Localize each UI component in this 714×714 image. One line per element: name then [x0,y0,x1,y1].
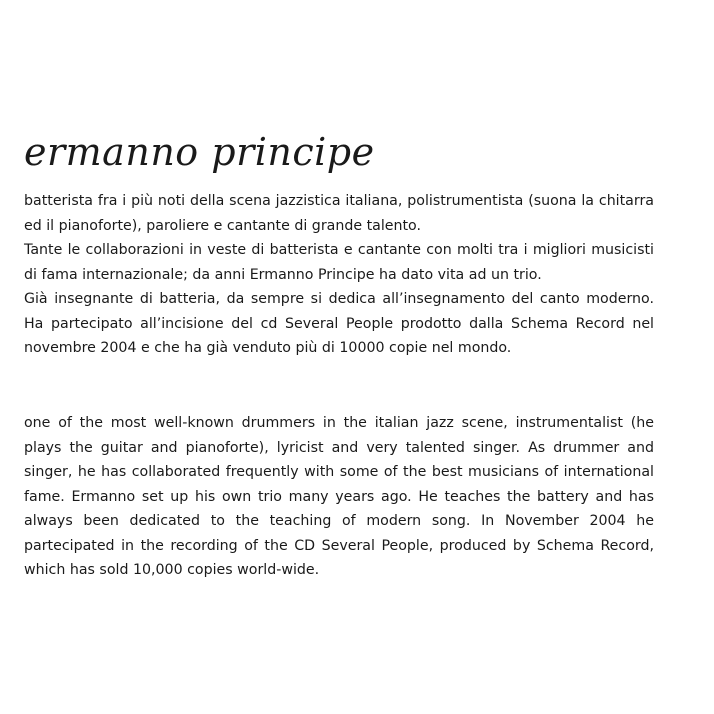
english-paragraph: one of the most well-known drummers in the italian jazz scene, instrumentalist (he plays the guitar and pianoforte), lyricist and very talented singer. As drummer and singer, he has collaborated frequently with some of the best musicians of international fame. Ermanno set up his own trio many years ago. He teaches the battery and has always been dedicated to the teaching of modern song. In November 2004 he partecipated in the recording of the CD Several People, produced by Schema Record, which has sold 10,000 copies world-wide. [24,415,654,578]
italian-biography [24,189,654,361]
italian-paragraph-1: batterista fra i più noti della scena jazzistica italiana, polistrumentista (suona la chitarra ed il pianoforte), paroliere e cantante di grande talento. [24,193,654,234]
italian-paragraph-2: Tante le collaborazioni in veste di batterista e cantante con molti tra i migliori musicisti di fama internazionale; da anni Ermanno Principe ha dato vita ad un trio. [24,242,654,283]
english-biography [24,411,654,583]
italian-paragraph-3: Già insegnante di batteria, da sempre si dedica all’insegnamento del canto moderno. Ha partecipato all’incisione del cd Several People prodotto dalla Schema Record nel novembre 2004 e che ha già venduto più di 10000 copie nel mondo. [24,291,654,356]
page-title: ermanno principe [24,130,375,174]
